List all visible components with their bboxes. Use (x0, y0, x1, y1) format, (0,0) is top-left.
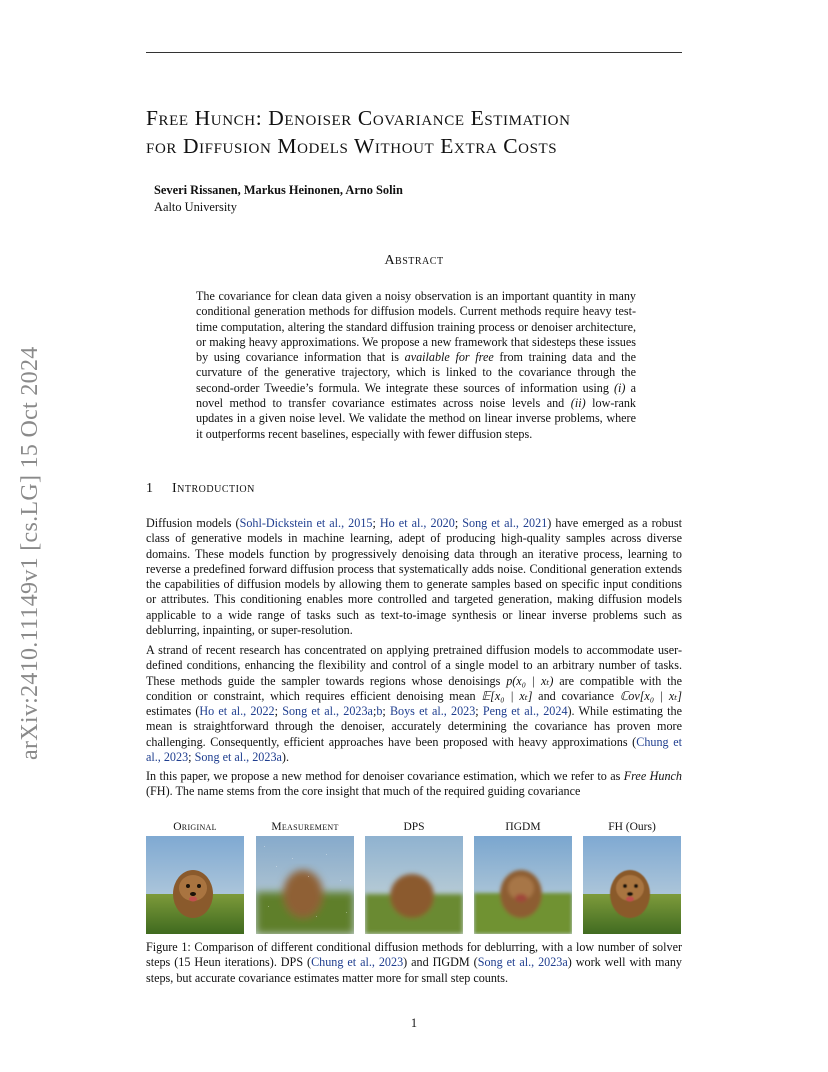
title-line-1: Free Hunch: Denoiser Covariance Estimation (146, 106, 571, 130)
paper-title (146, 104, 706, 160)
figure-label-original: Original (173, 821, 217, 833)
p1-text: ; (454, 516, 463, 530)
citation-link[interactable]: Song et al., 2023a (477, 955, 568, 970)
figure-label-measurement: Measurement (271, 821, 339, 833)
p2-text: ; (372, 704, 377, 719)
intro-paragraph-1 (146, 516, 682, 638)
abstract-text-3: a novel method to transfer covariance estimates across noise levels and (196, 380, 636, 411)
p2-text: A strand of recent research has concentrated on applying pretrained diffusion models to accommodate user-defined conditions, enhancing the flexibility and control of a single model to an arbitrary number of tasks. These methods guide the sampler towards regions whose denoisings (146, 643, 682, 688)
abstract-body (196, 289, 636, 442)
figure-label-fh-ours: FH (Ours) (608, 821, 656, 833)
caption-text: ) and ΠGDM ( (403, 955, 478, 970)
abstract-text-2: from training data and the curvature of the generative trajectory, which is linked to the covariance through the second-order Tweedie’s formula. We integrate these sources of information using (196, 350, 636, 395)
abstract-emphasis-i: (i) (614, 380, 626, 395)
caption-text: Figure 1: Comparison of different conditional diffusion methods for deblurring, with a low number of solver steps (15 Heun iterations). DPS ( (146, 940, 682, 970)
citation-link[interactable]: Chung et al., 2023 (146, 734, 682, 765)
figure-label-pigdm: ΠGDM (505, 821, 541, 833)
citation-link[interactable]: Chung et al., 2023 (311, 955, 404, 970)
abstract-emphasis-ii: (ii) (570, 396, 586, 411)
figure-image-pigdm (474, 836, 572, 934)
section-title: Introduction (172, 481, 255, 496)
citation-link[interactable]: Peng et al., 2024 (482, 704, 568, 719)
p2-text: ; (475, 704, 483, 719)
abstract-emphasis-free: available for free (404, 350, 494, 365)
p3-text: (FH). The name stems from the core insight that much of the required guiding covariance (146, 784, 581, 799)
section-number: 1 (146, 481, 153, 496)
math-inline: p(x₀ | xₜ) (506, 673, 554, 688)
figure-image-dps (365, 836, 463, 934)
abstract-text-1: The covariance for clean data given a noisy observation is an important quantity in many conditional generation methods for diffusion models. Current methods require heavy test-time computation, altering the standard diffusion training process or denoiser architecture, or making heavy approximations. We propose a new framework that sidesteps these issues by using covariance information that is (196, 289, 636, 365)
p3-text: In this paper, we propose a new method for denoiser covariance estimation, which we refer to as (146, 769, 624, 783)
page-number: 1 (410, 1016, 418, 1030)
p2-text: ). While estimating the mean is straightforward through the denoiser, accurately determining the covariance has proven more challenging. Consequently, efficient approaches have been proposed with heavy approximations ( (146, 704, 682, 749)
figure-caption (146, 940, 682, 986)
citation-link[interactable]: Boys et al., 2023 (389, 704, 476, 719)
math-inline: 𝔼[x₀ | xₜ] (481, 688, 533, 703)
p2-text: are compatible with the condition or constraint, which requires efficient denoising mean (146, 673, 682, 703)
title-line-2: for Diffusion Models Without Extra Costs (146, 134, 558, 158)
p2-text: and covariance (532, 688, 620, 703)
figure-label-dps: DPS (403, 821, 425, 833)
p1-text: ) have emerged as a robust class of generative models in machine learning, adept of producing high-quality samples across diverse domains. These models function by progressively denoising data through an iterative process, learning to reverse a predefined forward diffusion process that systematically adds noise. Conditional generation extends the capabilities of diffusion models by allowing them to generate samples based on specific input conditions or attributes. This conditioning enables more controlled and targeted generation, making diffusion models applicable to a wide range of tasks such as text-to-image synthesis or linear inverse problems such as deblurring, inpainting, or super-resolution. (146, 516, 682, 638)
citation-link[interactable]: Song et al., 2023a (194, 750, 282, 765)
affiliation: Aalto University (154, 200, 237, 214)
abstract-heading: Abstract (384, 253, 444, 268)
section-heading (146, 481, 255, 497)
free-hunch-emphasis: Free Hunch (623, 769, 682, 783)
p2-text: ; (382, 704, 390, 719)
p2-text: ). (281, 750, 289, 765)
math-inline: ℂov[x₀ | xₜ] (619, 688, 682, 703)
p2-text: ; (188, 750, 195, 765)
citation-link[interactable]: Song et al., 2023a (282, 704, 373, 719)
citation-link[interactable]: Ho et al., 2022 (199, 704, 275, 719)
p2-text: ; (274, 704, 283, 719)
citation-link[interactable]: b (376, 704, 383, 719)
p2-text: estimates ( (146, 704, 200, 719)
figure-image-original (146, 836, 244, 934)
caption-text: ) work well with many steps, but accurate covariance estimates matter more for small step counts. (146, 955, 682, 985)
intro-paragraph-2 (146, 643, 682, 765)
figure-image-fh-ours (583, 836, 681, 934)
citation-link[interactable]: Ho et al., 2020 (379, 516, 455, 530)
p1-text: Diffusion models ( (146, 516, 240, 530)
citation-link[interactable]: Song et al., 2021 (462, 516, 548, 530)
abstract-text-4: low-rank updates in a given noise level. We validate the method on linear inverse problems, where it outperforms recent baselines, especially with fewer diffusion steps. (196, 396, 636, 441)
citation-link[interactable]: Sohl-Dickstein et al., 2015 (239, 516, 373, 530)
p1-text: ; (372, 516, 380, 530)
authors: Severi Rissanen, Markus Heinonen, Arno Solin (154, 183, 403, 197)
arxiv-identifier[interactable]: arXiv:2410.11149v1 [cs.LG] 15 Oct 2024 (17, 346, 43, 760)
intro-paragraph-3 (146, 769, 682, 800)
top-rule (146, 52, 682, 53)
figure-image-measurement (256, 836, 354, 934)
